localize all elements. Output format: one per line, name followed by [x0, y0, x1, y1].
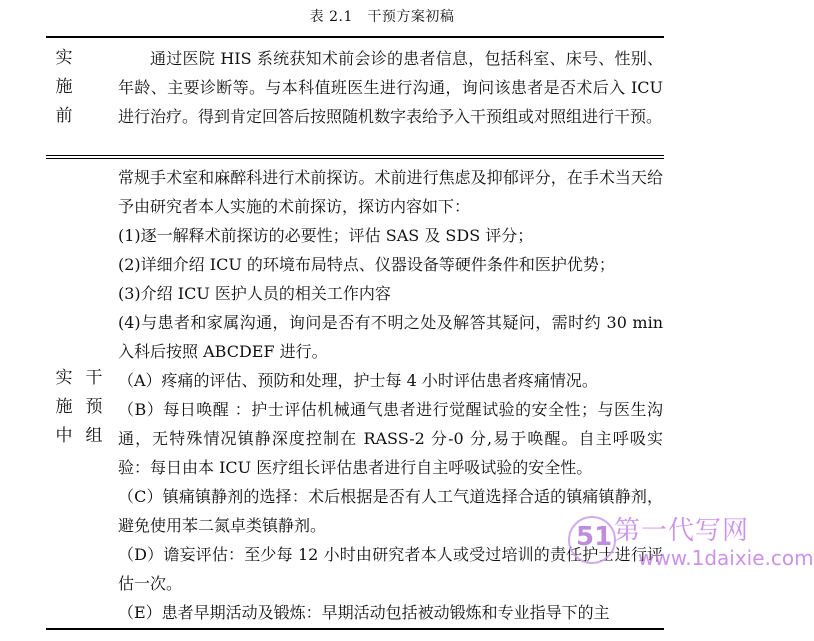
- row2-label-right: [84, 364, 104, 451]
- row2-label-char: 干: [85, 368, 103, 388]
- row2-abcdef-item: （B）每日唤醒 ：护士评估机械通气患者进行觉醒试验的安全性；与医生沟通，无特殊情况镇静深度控制在 RASS-2 分-0 分,易于唤醒。自主呼吸实验：每日由本 ICU 医疗组长评估患者进行自主呼吸试验的安全性。: [118, 400, 663, 477]
- watermark-badge: 51: [576, 522, 613, 552]
- watermark-url: www.1daixie.com: [638, 546, 814, 570]
- row-divider-second: [46, 158, 664, 159]
- row1-label-char: 实: [55, 48, 73, 68]
- row1-label-char: 前: [55, 106, 73, 126]
- row1-label: [54, 44, 74, 131]
- row2-abcdef-item: （D）谵妄评估：至少每 12 小时由研究者本人或受过培训的责任护士进行评估一次。: [118, 545, 663, 593]
- row2-label-char: 预: [85, 397, 103, 417]
- row2-abcdef-item: （A）疼痛的评估、预防和处理，护士每 4 小时评估患者疼痛情况。: [118, 371, 598, 390]
- row1-paragraph: 通过医院 HIS 系统获知术前会诊的患者信息，包括科室、床号、性别、年龄、主要诊断等。与本科值班医生进行沟通，询问该患者是否术后入 ICU 进行治疗。得到肯定回答后按照随机数字表给予入干预组或对照组进行干预。: [118, 49, 663, 126]
- row2-list-item: (1)逐一解释术前探访的必要性；评估 SAS 及 SDS 评分；: [118, 226, 534, 245]
- row2-label-char: 中: [55, 426, 73, 446]
- row2-list-item: (3)介绍 ICU 医护人员的相关工作内容: [118, 284, 391, 303]
- watermark-logo: [568, 508, 814, 574]
- row-divider: [46, 155, 664, 156]
- row2-list-item: (4)与患者和家属沟通，询问是否有不明之处及解答其疑问，需时约 30 min 入科后按照 ABCDEF 进行。: [118, 313, 663, 361]
- table-bottom-rule: [46, 628, 664, 630]
- row2-abcdef-item: （C）镇痛镇静剂的选择：术后根据是否有人工气道选择合适的镇痛镇静剂，避免使用苯二氮卓类镇静剂。: [118, 487, 663, 535]
- row2-label-char: 实: [55, 368, 73, 388]
- row2-abcdef-item: （E）患者早期活动及锻炼：早期活动包括被动锻炼和专业指导下的主: [118, 603, 610, 622]
- watermark-title: 第一代写网: [614, 516, 750, 546]
- row1-label-char: 施: [55, 77, 73, 97]
- row2-list-item: (2)详细介绍 ICU 的环境布局特点、仪器设备等硬件条件和医护优势；: [118, 255, 615, 274]
- table-top-rule: [46, 36, 664, 38]
- table-caption: 表 2.1 干预方案初稿: [309, 9, 455, 25]
- row1-content: [118, 44, 663, 131]
- row2-label-left: [54, 364, 74, 451]
- row2-label-char: 组: [85, 426, 103, 446]
- row2-intro-paragraph: 常规手术室和麻醉科进行术前探访。术前进行焦虑及抑郁评分，在手术当天给予由研究者本人实施的术前探访，探访内容如下：: [118, 168, 663, 216]
- row2-label-char: 施: [55, 397, 73, 417]
